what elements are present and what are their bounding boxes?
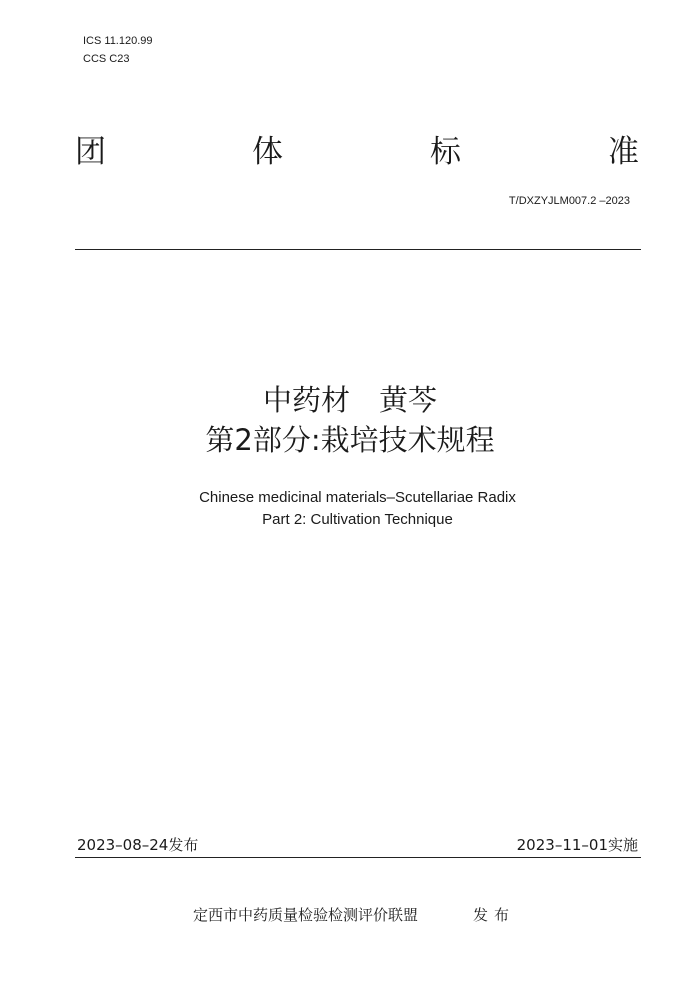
standard-type-char-2: 体 (252, 134, 283, 170)
implementation-date: 2023–11–01实施 (516, 836, 638, 854)
chinese-title-line-1: 中药材 黄芩 (262, 383, 437, 417)
standard-type-char-3: 标 (430, 134, 461, 170)
publisher-name: 定西市中药质量检验检测评价联盟 (193, 906, 419, 924)
standard-number: T/DXZYJLM007.2 –2023 (508, 195, 630, 207)
footer-divider (75, 857, 641, 858)
release-date: 2023–08–24发布 (77, 836, 199, 854)
chinese-title-line-2: 第2部分:栽培技术规程 (205, 423, 495, 457)
standard-type-char-1: 团 (75, 134, 106, 170)
standard-type-char-4: 准 (608, 134, 639, 170)
english-title-line-2: Part 2: Cultivation Technique (262, 511, 453, 528)
ics-code: ICS 11.120.99 (83, 35, 153, 47)
publish-label: 发布 (473, 906, 516, 924)
english-title-line-1: Chinese medicinal materials–Scutellariae Radix (199, 489, 516, 506)
ccs-code: CCS C23 (83, 53, 130, 65)
header-divider (75, 249, 641, 250)
